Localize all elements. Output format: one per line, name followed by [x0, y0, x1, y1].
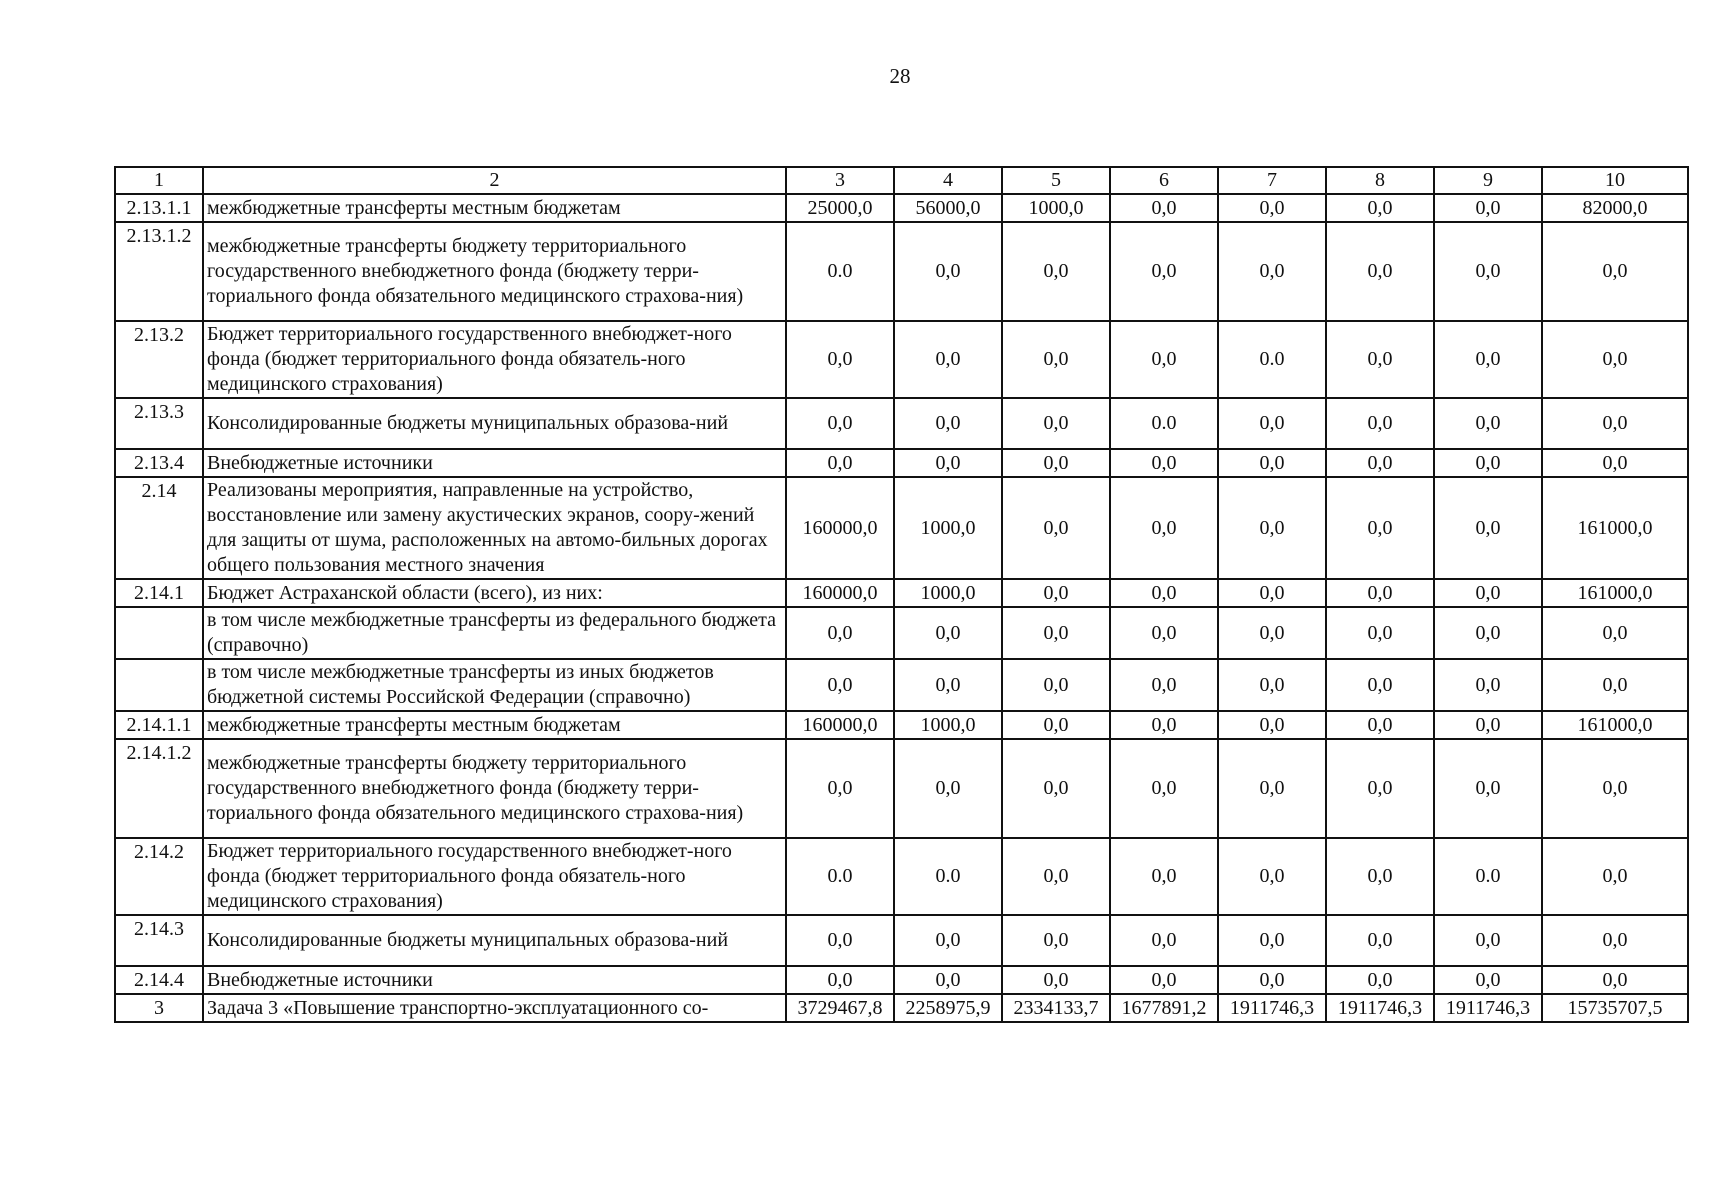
- value-cell: 0,0: [1326, 477, 1434, 579]
- value-cell: 0,0: [1002, 659, 1110, 711]
- row-number: 2.13.1.1: [115, 194, 203, 222]
- value-cell: 0,0: [894, 449, 1002, 477]
- value-cell: 160000,0: [786, 711, 894, 739]
- value-cell: 0,0: [894, 321, 1002, 398]
- value-cell: 160000,0: [786, 477, 894, 579]
- column-header: 5: [1002, 167, 1110, 194]
- row-number: 2.14.2: [115, 838, 203, 915]
- value-cell: 0,0: [894, 398, 1002, 449]
- value-cell: 0,0: [1110, 659, 1218, 711]
- page-number: 28: [889, 64, 911, 88]
- value-cell: 0,0: [1218, 477, 1326, 579]
- value-cell: 1000,0: [894, 579, 1002, 607]
- value-cell: 0,0: [1434, 607, 1542, 659]
- value-cell: 0,0: [1542, 659, 1688, 711]
- value-cell: 0,0: [1002, 711, 1110, 739]
- row-description: Бюджет Астраханской области (всего), из них:: [203, 579, 786, 607]
- row-number: [115, 659, 203, 711]
- value-cell: 0,0: [786, 966, 894, 994]
- value-cell: 1911746,3: [1434, 994, 1542, 1022]
- value-cell: 2334133,7: [1002, 994, 1110, 1022]
- value-cell: 3729467,8: [786, 994, 894, 1022]
- value-cell: 0,0: [1002, 579, 1110, 607]
- value-cell: 0,0: [1542, 398, 1688, 449]
- value-cell: 0,0: [786, 739, 894, 838]
- column-header: 2: [203, 167, 786, 194]
- table-row: [115, 321, 1688, 398]
- value-cell: 0,0: [894, 659, 1002, 711]
- value-cell: 0,0: [1002, 477, 1110, 579]
- row-number: 2.14.3: [115, 915, 203, 966]
- value-cell: 0,0: [1434, 321, 1542, 398]
- value-cell: 0.0: [1110, 398, 1218, 449]
- value-cell: 0,0: [1110, 222, 1218, 321]
- value-cell: 0,0: [1434, 966, 1542, 994]
- value-cell: 0,0: [1434, 222, 1542, 321]
- column-header: 8: [1326, 167, 1434, 194]
- value-cell: 0,0: [1326, 966, 1434, 994]
- value-cell: 0,0: [1326, 222, 1434, 321]
- value-cell: 161000,0: [1542, 477, 1688, 579]
- value-cell: 0,0: [1218, 398, 1326, 449]
- row-number: 3: [115, 994, 203, 1022]
- table-row: [115, 966, 1688, 994]
- table-row: [115, 222, 1688, 321]
- value-cell: 0,0: [1326, 194, 1434, 222]
- value-cell: 0,0: [1434, 739, 1542, 838]
- row-description: межбюджетные трансферты местным бюджетам: [203, 711, 786, 739]
- column-header: 3: [786, 167, 894, 194]
- row-description: межбюджетные трансферты бюджету территориального государственного внебюджетного фонда (бюджету терри-ториального фонда обязательного медицинского страхова-ния): [203, 222, 786, 321]
- value-cell: 0.0: [1218, 321, 1326, 398]
- value-cell: 0,0: [786, 607, 894, 659]
- value-cell: 160000,0: [786, 579, 894, 607]
- value-cell: 0,0: [1218, 607, 1326, 659]
- value-cell: 0,0: [1434, 915, 1542, 966]
- value-cell: 0,0: [1002, 321, 1110, 398]
- value-cell: 0,0: [1542, 321, 1688, 398]
- row-number: [115, 607, 203, 659]
- value-cell: 0,0: [1110, 915, 1218, 966]
- value-cell: 0,0: [1218, 194, 1326, 222]
- value-cell: 0,0: [1542, 449, 1688, 477]
- value-cell: 0,0: [1002, 449, 1110, 477]
- value-cell: 0,0: [1110, 579, 1218, 607]
- value-cell: 0,0: [786, 449, 894, 477]
- value-cell: 0,0: [1434, 398, 1542, 449]
- table-row: [115, 579, 1688, 607]
- value-cell: 0,0: [1326, 838, 1434, 915]
- value-cell: 0,0: [1542, 607, 1688, 659]
- value-cell: 0,0: [1110, 477, 1218, 579]
- value-cell: 0,0: [1218, 711, 1326, 739]
- value-cell: 1000,0: [1002, 194, 1110, 222]
- table-row: [115, 739, 1688, 838]
- row-description: в том числе межбюджетные трансферты из иных бюджетов бюджетной системы Российской Федерации (справочно): [203, 659, 786, 711]
- value-cell: 161000,0: [1542, 711, 1688, 739]
- row-number: 2.13.4: [115, 449, 203, 477]
- row-description: межбюджетные трансферты бюджету территориального государственного внебюджетного фонда (бюджету терри-ториального фонда обязательного медицинского страхова-ния): [203, 739, 786, 838]
- value-cell: 0.0: [786, 222, 894, 321]
- value-cell: 0,0: [1110, 838, 1218, 915]
- row-number: 2.14.1: [115, 579, 203, 607]
- column-header: 4: [894, 167, 1002, 194]
- table-row: [115, 477, 1688, 579]
- value-cell: 56000,0: [894, 194, 1002, 222]
- table-row: [115, 915, 1688, 966]
- row-number: 2.13.2: [115, 321, 203, 398]
- column-header: 9: [1434, 167, 1542, 194]
- value-cell: 82000,0: [1542, 194, 1688, 222]
- value-cell: 0,0: [894, 739, 1002, 838]
- value-cell: 0.0: [1434, 838, 1542, 915]
- value-cell: 2258975,9: [894, 994, 1002, 1022]
- value-cell: 0,0: [1110, 966, 1218, 994]
- table-row: [115, 994, 1688, 1022]
- value-cell: 0,0: [1002, 838, 1110, 915]
- value-cell: 0,0: [786, 659, 894, 711]
- value-cell: 0,0: [1434, 449, 1542, 477]
- value-cell: 0,0: [894, 607, 1002, 659]
- value-cell: 0,0: [894, 966, 1002, 994]
- row-description: Бюджет территориального государственного внебюджет-ного фонда (бюджет территориального фонда обязатель-ного медицинского страхования): [203, 321, 786, 398]
- row-number: 2.13.3: [115, 398, 203, 449]
- row-description: Консолидированные бюджеты муниципальных образова-ний: [203, 398, 786, 449]
- row-description: Консолидированные бюджеты муниципальных образова-ний: [203, 915, 786, 966]
- row-description: Задача 3 «Повышение транспортно-эксплуатационного со-: [203, 994, 786, 1022]
- value-cell: 0,0: [1002, 222, 1110, 321]
- value-cell: 0,0: [1218, 222, 1326, 321]
- value-cell: 0,0: [1542, 838, 1688, 915]
- table-row: [115, 398, 1688, 449]
- table-row: [115, 194, 1688, 222]
- value-cell: 0,0: [1110, 449, 1218, 477]
- value-cell: 0,0: [1218, 915, 1326, 966]
- value-cell: 0,0: [1326, 607, 1434, 659]
- value-cell: 0,0: [1110, 321, 1218, 398]
- value-cell: 25000,0: [786, 194, 894, 222]
- row-description: Внебюджетные источники: [203, 966, 786, 994]
- value-cell: 0,0: [1002, 966, 1110, 994]
- value-cell: 0,0: [1326, 398, 1434, 449]
- value-cell: 0,0: [1434, 477, 1542, 579]
- value-cell: 0,0: [1326, 659, 1434, 711]
- value-cell: 0,0: [1218, 579, 1326, 607]
- value-cell: 1677891,2: [1110, 994, 1218, 1022]
- row-description: Внебюджетные источники: [203, 449, 786, 477]
- value-cell: 0,0: [1434, 711, 1542, 739]
- value-cell: 0,0: [1434, 579, 1542, 607]
- value-cell: 0,0: [1002, 398, 1110, 449]
- row-number: 2.14.1.1: [115, 711, 203, 739]
- value-cell: 0,0: [1002, 739, 1110, 838]
- table-row: [115, 659, 1688, 711]
- column-header: 6: [1110, 167, 1218, 194]
- value-cell: 1911746,3: [1326, 994, 1434, 1022]
- value-cell: 0,0: [1110, 739, 1218, 838]
- value-cell: 0,0: [1110, 607, 1218, 659]
- value-cell: 0,0: [1218, 739, 1326, 838]
- table-row: [115, 449, 1688, 477]
- value-cell: 0,0: [786, 321, 894, 398]
- row-number: 2.14: [115, 477, 203, 579]
- row-number: 2.14.1.2: [115, 739, 203, 838]
- value-cell: 0,0: [1434, 659, 1542, 711]
- table-row: [115, 838, 1688, 915]
- column-header: 1: [115, 167, 203, 194]
- value-cell: 0,0: [1218, 659, 1326, 711]
- value-cell: 0,0: [1326, 739, 1434, 838]
- value-cell: 0,0: [1326, 711, 1434, 739]
- row-number: 2.14.4: [115, 966, 203, 994]
- budget-table: [114, 166, 1689, 1023]
- row-description: межбюджетные трансферты местным бюджетам: [203, 194, 786, 222]
- column-number-row: [115, 167, 1688, 194]
- row-description: Реализованы мероприятия, направленные на устройство, восстановление или замену акустических экранов, соору-жений для защиты от шума, расположенных на автомо-бильных дорогах общего пользования местного значения: [203, 477, 786, 579]
- value-cell: 0.0: [894, 838, 1002, 915]
- value-cell: 0,0: [1542, 739, 1688, 838]
- value-cell: 0,0: [894, 915, 1002, 966]
- value-cell: 0,0: [1218, 966, 1326, 994]
- value-cell: 0,0: [1542, 915, 1688, 966]
- row-number: 2.13.1.2: [115, 222, 203, 321]
- value-cell: 0,0: [1218, 449, 1326, 477]
- value-cell: 0,0: [786, 398, 894, 449]
- value-cell: 0,0: [1326, 449, 1434, 477]
- value-cell: 0,0: [1002, 607, 1110, 659]
- value-cell: 0,0: [1326, 579, 1434, 607]
- value-cell: 0,0: [1110, 711, 1218, 739]
- value-cell: 0,0: [1326, 321, 1434, 398]
- value-cell: 15735707,5: [1542, 994, 1688, 1022]
- value-cell: 0.0: [786, 838, 894, 915]
- table-row: [115, 607, 1688, 659]
- row-description: Бюджет территориального государственного внебюджет-ного фонда (бюджет территориального фонда обязатель-ного медицинского страхования): [203, 838, 786, 915]
- value-cell: 0,0: [1326, 915, 1434, 966]
- value-cell: 0,0: [1110, 194, 1218, 222]
- value-cell: 1911746,3: [1218, 994, 1326, 1022]
- column-header: 7: [1218, 167, 1326, 194]
- value-cell: 1000,0: [894, 477, 1002, 579]
- table-row: [115, 711, 1688, 739]
- value-cell: 0,0: [1542, 222, 1688, 321]
- value-cell: 0,0: [1218, 838, 1326, 915]
- value-cell: 0,0: [894, 222, 1002, 321]
- row-description: в том числе межбюджетные трансферты из федерального бюджета (справочно): [203, 607, 786, 659]
- value-cell: 0,0: [786, 915, 894, 966]
- value-cell: 0,0: [1434, 194, 1542, 222]
- value-cell: 0,0: [1542, 966, 1688, 994]
- value-cell: 1000,0: [894, 711, 1002, 739]
- value-cell: 161000,0: [1542, 579, 1688, 607]
- value-cell: 0,0: [1002, 915, 1110, 966]
- column-header: 10: [1542, 167, 1688, 194]
